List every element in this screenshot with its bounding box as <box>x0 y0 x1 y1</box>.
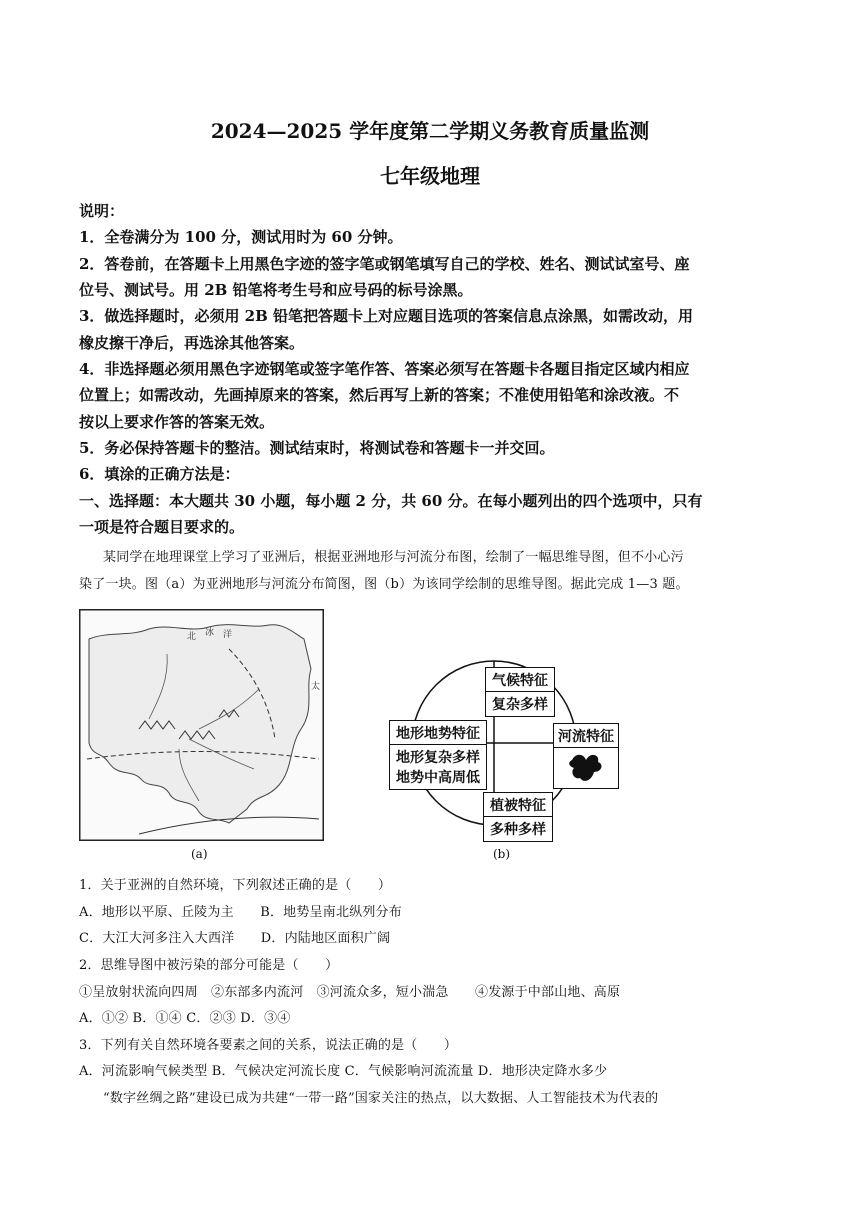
asia-map <box>79 609 324 841</box>
note-line-7: 位置上；如需改动，先画掉原来的答案，然后再写上新的答案；不准使用铅笔和涂改液。不 <box>79 386 680 404</box>
note-line-4: 3．做选择题时，必须用 2B 铅笔把答题卡上对应题目选项的答案信息点涂黑，如需改动，用 <box>79 307 694 325</box>
vegetation-box <box>483 792 553 842</box>
vegetation-title: 植被特征 <box>490 798 546 814</box>
caption-b: (b) <box>493 847 511 861</box>
note-line-9: 5．务必保持答题卡的整洁。测试结束时，将测试卷和答题卡一并交回。 <box>79 439 555 457</box>
note-line-1: 1．全卷满分为 100 分，测试用时为 60 分钟。 <box>79 228 403 246</box>
note-line-10: 6．填涂的正确方法是： <box>79 465 240 483</box>
note-line-6: 4．非选择题必须用黑色字迹钢笔或签字笔作答、答案必须写在答题卡各题目指定区域内相应 <box>79 360 690 378</box>
intro-line-1: 某同学在地理课堂上学习了亚洲后，根据亚洲地形与河流分布图，绘制了一幅思维导图，但不小心污 <box>103 550 684 565</box>
caption-a: (a) <box>191 847 208 861</box>
question-3-options-1: A．河流影响气候类型 B．气候决定河流长度 C．气候影响河流流量 D．地形决定降水多少 <box>79 1064 608 1079</box>
exam-title: 2024—2025 学年度第二学期义务教育质量监测 <box>210 119 650 143</box>
map-label-2: 冰 <box>205 628 215 638</box>
map-label-3: 洋 <box>223 630 233 640</box>
terrain-title: 地形地势特征 <box>396 726 480 742</box>
question-2-options-1: ①呈放射状流向四周 ②东部多内流河 ③河流众多，短小湍急 ④发源于中部山地、高原 <box>79 985 621 1000</box>
next-intro: “数字丝绸之路”建设已成为共建“一带一路”国家关注的热点，以大数据、人工智能技术为代表的 <box>103 1091 659 1106</box>
climate-value: 复杂多样 <box>492 697 548 713</box>
note-line-8: 按以上要求作答的答案无效。 <box>79 413 275 431</box>
terrain-value-1: 地形复杂多样 <box>396 750 480 766</box>
note-line-5: 橡皮擦干净后，再选涂其他答案。 <box>79 334 305 352</box>
vegetation-value: 多种多样 <box>490 822 546 838</box>
question-2-options-2: A．①② B．①④ C．②③ D．③④ <box>79 1011 291 1026</box>
intro-line-2: 染了一块。图（a）为亚洲地形与河流分布简图，图（b）为该同学绘制的思维导图。据此完成 1—3 题。 <box>79 577 689 592</box>
ink-stain <box>554 748 618 788</box>
river-title: 河流特征 <box>558 729 614 745</box>
question-1-options-2: C．大江大河多注入大西洋 D．内陆地区面积广阔 <box>79 931 391 946</box>
figure-area <box>79 609 634 861</box>
terrain-box <box>389 720 487 790</box>
climate-box <box>485 667 555 717</box>
question-1-stem: 1．关于亚洲的自然环境，下列叙述正确的是（ ） <box>79 878 392 893</box>
question-1-options-1: A．地形以平原、丘陵为主 B．地势呈南北纵列分布 <box>79 905 402 920</box>
question-3-stem: 3．下列有关自然环境各要素之间的关系，说法正确的是（ ） <box>79 1038 458 1053</box>
map-label-4: 太 <box>311 682 321 692</box>
terrain-value-2: 地势中高周低 <box>396 770 480 786</box>
question-2-stem: 2．思维导图中被污染的部分可能是（ ） <box>79 958 339 973</box>
note-line-3: 位号、测试号。用 2B 铅笔将考生号和应号码的标号涂黑。 <box>79 281 473 299</box>
notes-heading: 说明： <box>79 202 125 220</box>
note-line-2: 2．答卷前，在答题卡上用黑色字迹的签字笔或钢笔填写自己的学校、姓名、测试试室号、座 <box>79 255 690 273</box>
section-1-line-2: 一项是符合题目要求的。 <box>79 518 245 536</box>
river-box <box>553 723 619 789</box>
exam-subtitle: 七年级地理 <box>380 164 480 188</box>
section-1-line-1: 一、选择题：本大题共 30 小题，每小题 2 分，共 60 分。在每小题列出的四个选项中，只有 <box>79 492 703 510</box>
climate-title: 气候特征 <box>492 673 548 689</box>
map-label-1: 北 <box>187 632 197 642</box>
